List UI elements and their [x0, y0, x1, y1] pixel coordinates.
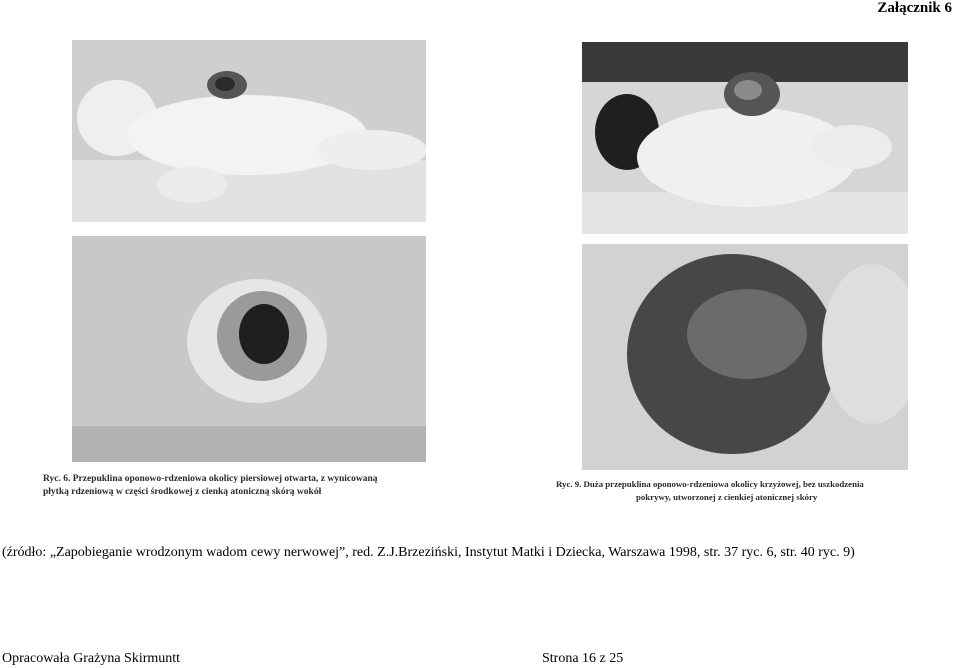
photo-infant-thoracic [72, 40, 426, 222]
caption-ryc9-line2: pokrywy, utworzonej z cienkiej atonicznej skóry [636, 492, 818, 502]
caption-ryc6-line1: Ryc. 6. Przepuklina oponowo-rdzeniowa okolicy piersiowej otwarta, z wynicowaną [43, 474, 378, 484]
caption-ryc6 [43, 473, 378, 499]
footer-author: Opracowała Grażyna Skirmuntt [2, 651, 181, 666]
caption-ryc9 [556, 478, 864, 504]
attachment-title: Załącznik 6 [877, 0, 952, 16]
caption-ryc6-line2: płytką rdzeniową w części środkowej z cienką atoniczną skórą wokół [43, 487, 322, 497]
source-citation: (źródło: „Zapobieganie wrodzonym wadom cewy nerwowej”, red. Z.J.Brzeziński, Instytut Matki i Dziecka, Warszawa 1998, str. 37 ryc. 6, str. 40 ryc. 9) [2, 545, 855, 560]
caption-ryc9-line1: Ryc. 9. Duża przepuklina oponowo-rdzeniowa okolicy krzyżowej, bez uszkodzenia [556, 479, 864, 489]
footer-page-number: Strona 16 z 25 [542, 651, 624, 666]
photo-infant-sacral [582, 42, 908, 234]
photo-lesion-open [72, 236, 426, 462]
photo-lesion-covered [582, 244, 908, 470]
